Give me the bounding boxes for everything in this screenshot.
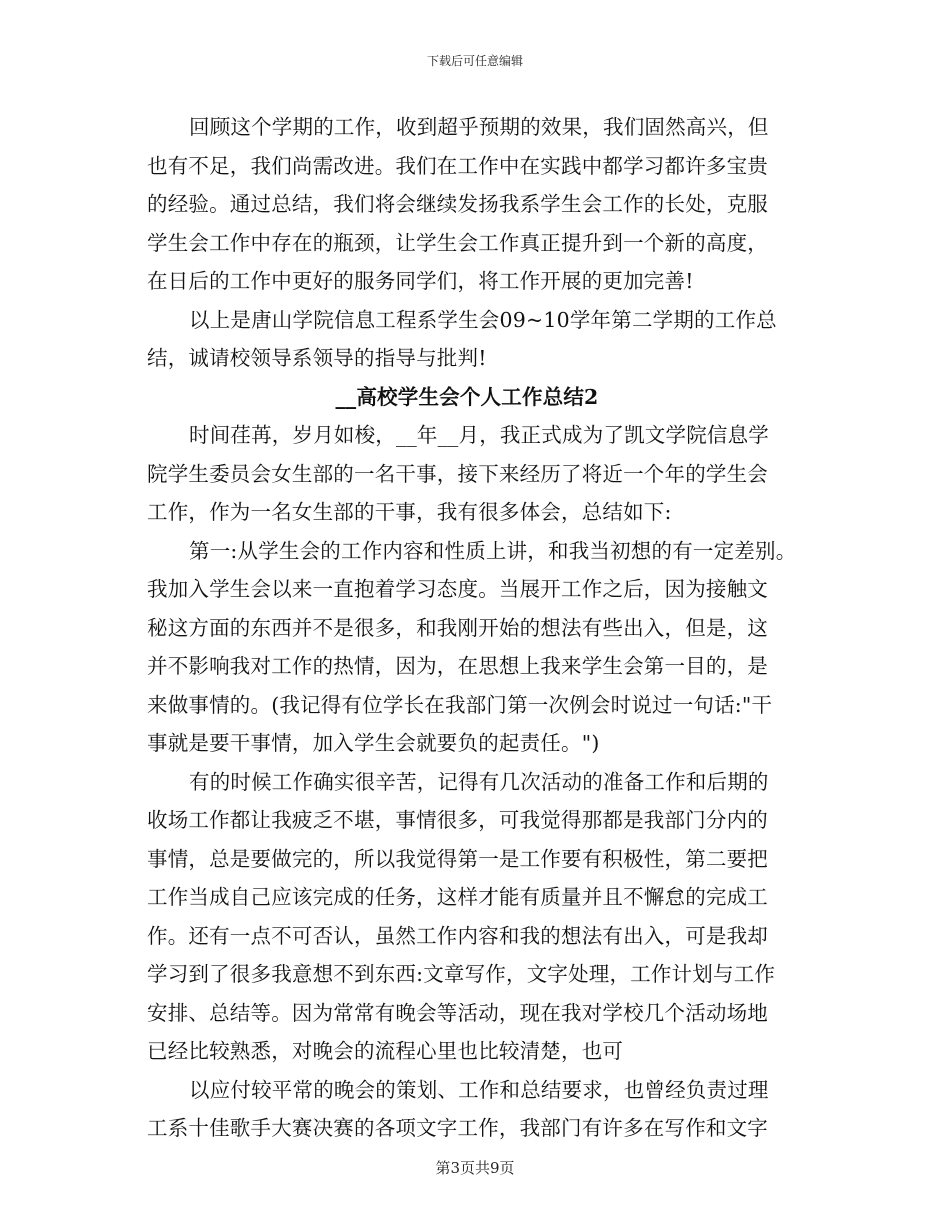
paragraph-line: 我加入学生会以来一直抱着学习态度。当展开工作之后，因为接触文 (147, 577, 768, 601)
paragraph-line: 结，诚请校领导系领导的指导与批判! (147, 346, 487, 370)
paragraph-line: 事就是要干事情，加入学生会就要负的起责任。") (147, 731, 600, 755)
paragraph-line: 工作当成自己应该完成的任务，这样才能有质量并且不懈怠的完成工 (147, 885, 768, 909)
document-body (147, 108, 827, 1148)
paragraph-line: 已经比较熟悉，对晚会的流程心里也比较清楚，也可 (147, 1039, 624, 1063)
page-footer: 第3页共9页 (435, 1159, 515, 1177)
section-title: __高校学生会个人工作总结2 (335, 384, 599, 409)
paragraph-line: 来做事情的。(我记得有位学长在我部门第一次例会时说过一句话:"干 (147, 692, 773, 717)
paragraph-line: 以上是唐山学院信息工程系学生会09~10学年第二学期的工作总 (189, 307, 777, 332)
paragraph-line: 第一:从学生会的工作内容和性质上讲，和我当初想的有一定差别。 (189, 538, 797, 563)
paragraph-line: 秘这方面的东西并不是很多，和我刚开始的想法有些出入，但是，这 (147, 615, 768, 640)
paragraph-line: 安排、总结等。因为常常有晚会等活动，现在我对学校几个活动场地 (147, 1000, 768, 1025)
paragraph-line: 收场工作都让我疲乏不堪，事情很多，可我觉得那都是我部门分内的 (147, 808, 768, 832)
paragraph-line: 工作，作为一名女生部的干事，我有很多体会，总结如下: (147, 500, 672, 524)
paragraph-line: 作。还有一点不可否认，虽然工作内容和我的想法有出入，可是我却 (147, 923, 768, 948)
paragraph-line: 以应付较平常的晚会的策划、工作和总结要求，也曾经负责过理 (189, 1077, 769, 1102)
paragraph-line: 时间荏苒，岁月如梭，__年__月，我正式成为了凯文学院信息学 (189, 423, 769, 447)
paragraph-line: 并不影响我对工作的热情，因为，在思想上我来学生会第一目的，是 (147, 654, 768, 678)
paragraph-line: 的经验。通过总结，我们将会继续发扬我系学生会工作的长处，克服 (147, 192, 768, 216)
paragraph-line: 工系十佳歌手大赛决赛的各项文字工作，我部门有许多在写作和文字 (147, 1116, 768, 1140)
paragraph-line: 院学生委员会女生部的一名干事，接下来经历了将近一个年的学生会 (147, 461, 768, 486)
paragraph-line: 回顾这个学期的工作，收到超乎预期的效果，我们固然高兴，但 (189, 115, 769, 139)
paragraph-line: 学习到了很多我意想不到东西:文章写作，文字处理，工作计划与工作 (147, 962, 776, 986)
paragraph-line: 在日后的工作中更好的服务同学们，将工作开展的更加完善! (147, 269, 694, 293)
paragraph-line: 事情，总是要做完的，所以我觉得第一是工作要有积极性，第二要把 (147, 846, 768, 871)
paragraph-line: 学生会工作中存在的瓶颈，让学生会工作真正提升到一个新的高度， (147, 230, 768, 255)
page-header: 下载后可任意编辑 (426, 54, 523, 68)
paragraph-line: 也有不足，我们尚需改进。我们在工作中在实践中都学习都许多宝贵 (147, 153, 768, 178)
paragraph-line: 有的时候工作确实很辛苦，记得有几次活动的准备工作和后期的 (189, 769, 769, 794)
